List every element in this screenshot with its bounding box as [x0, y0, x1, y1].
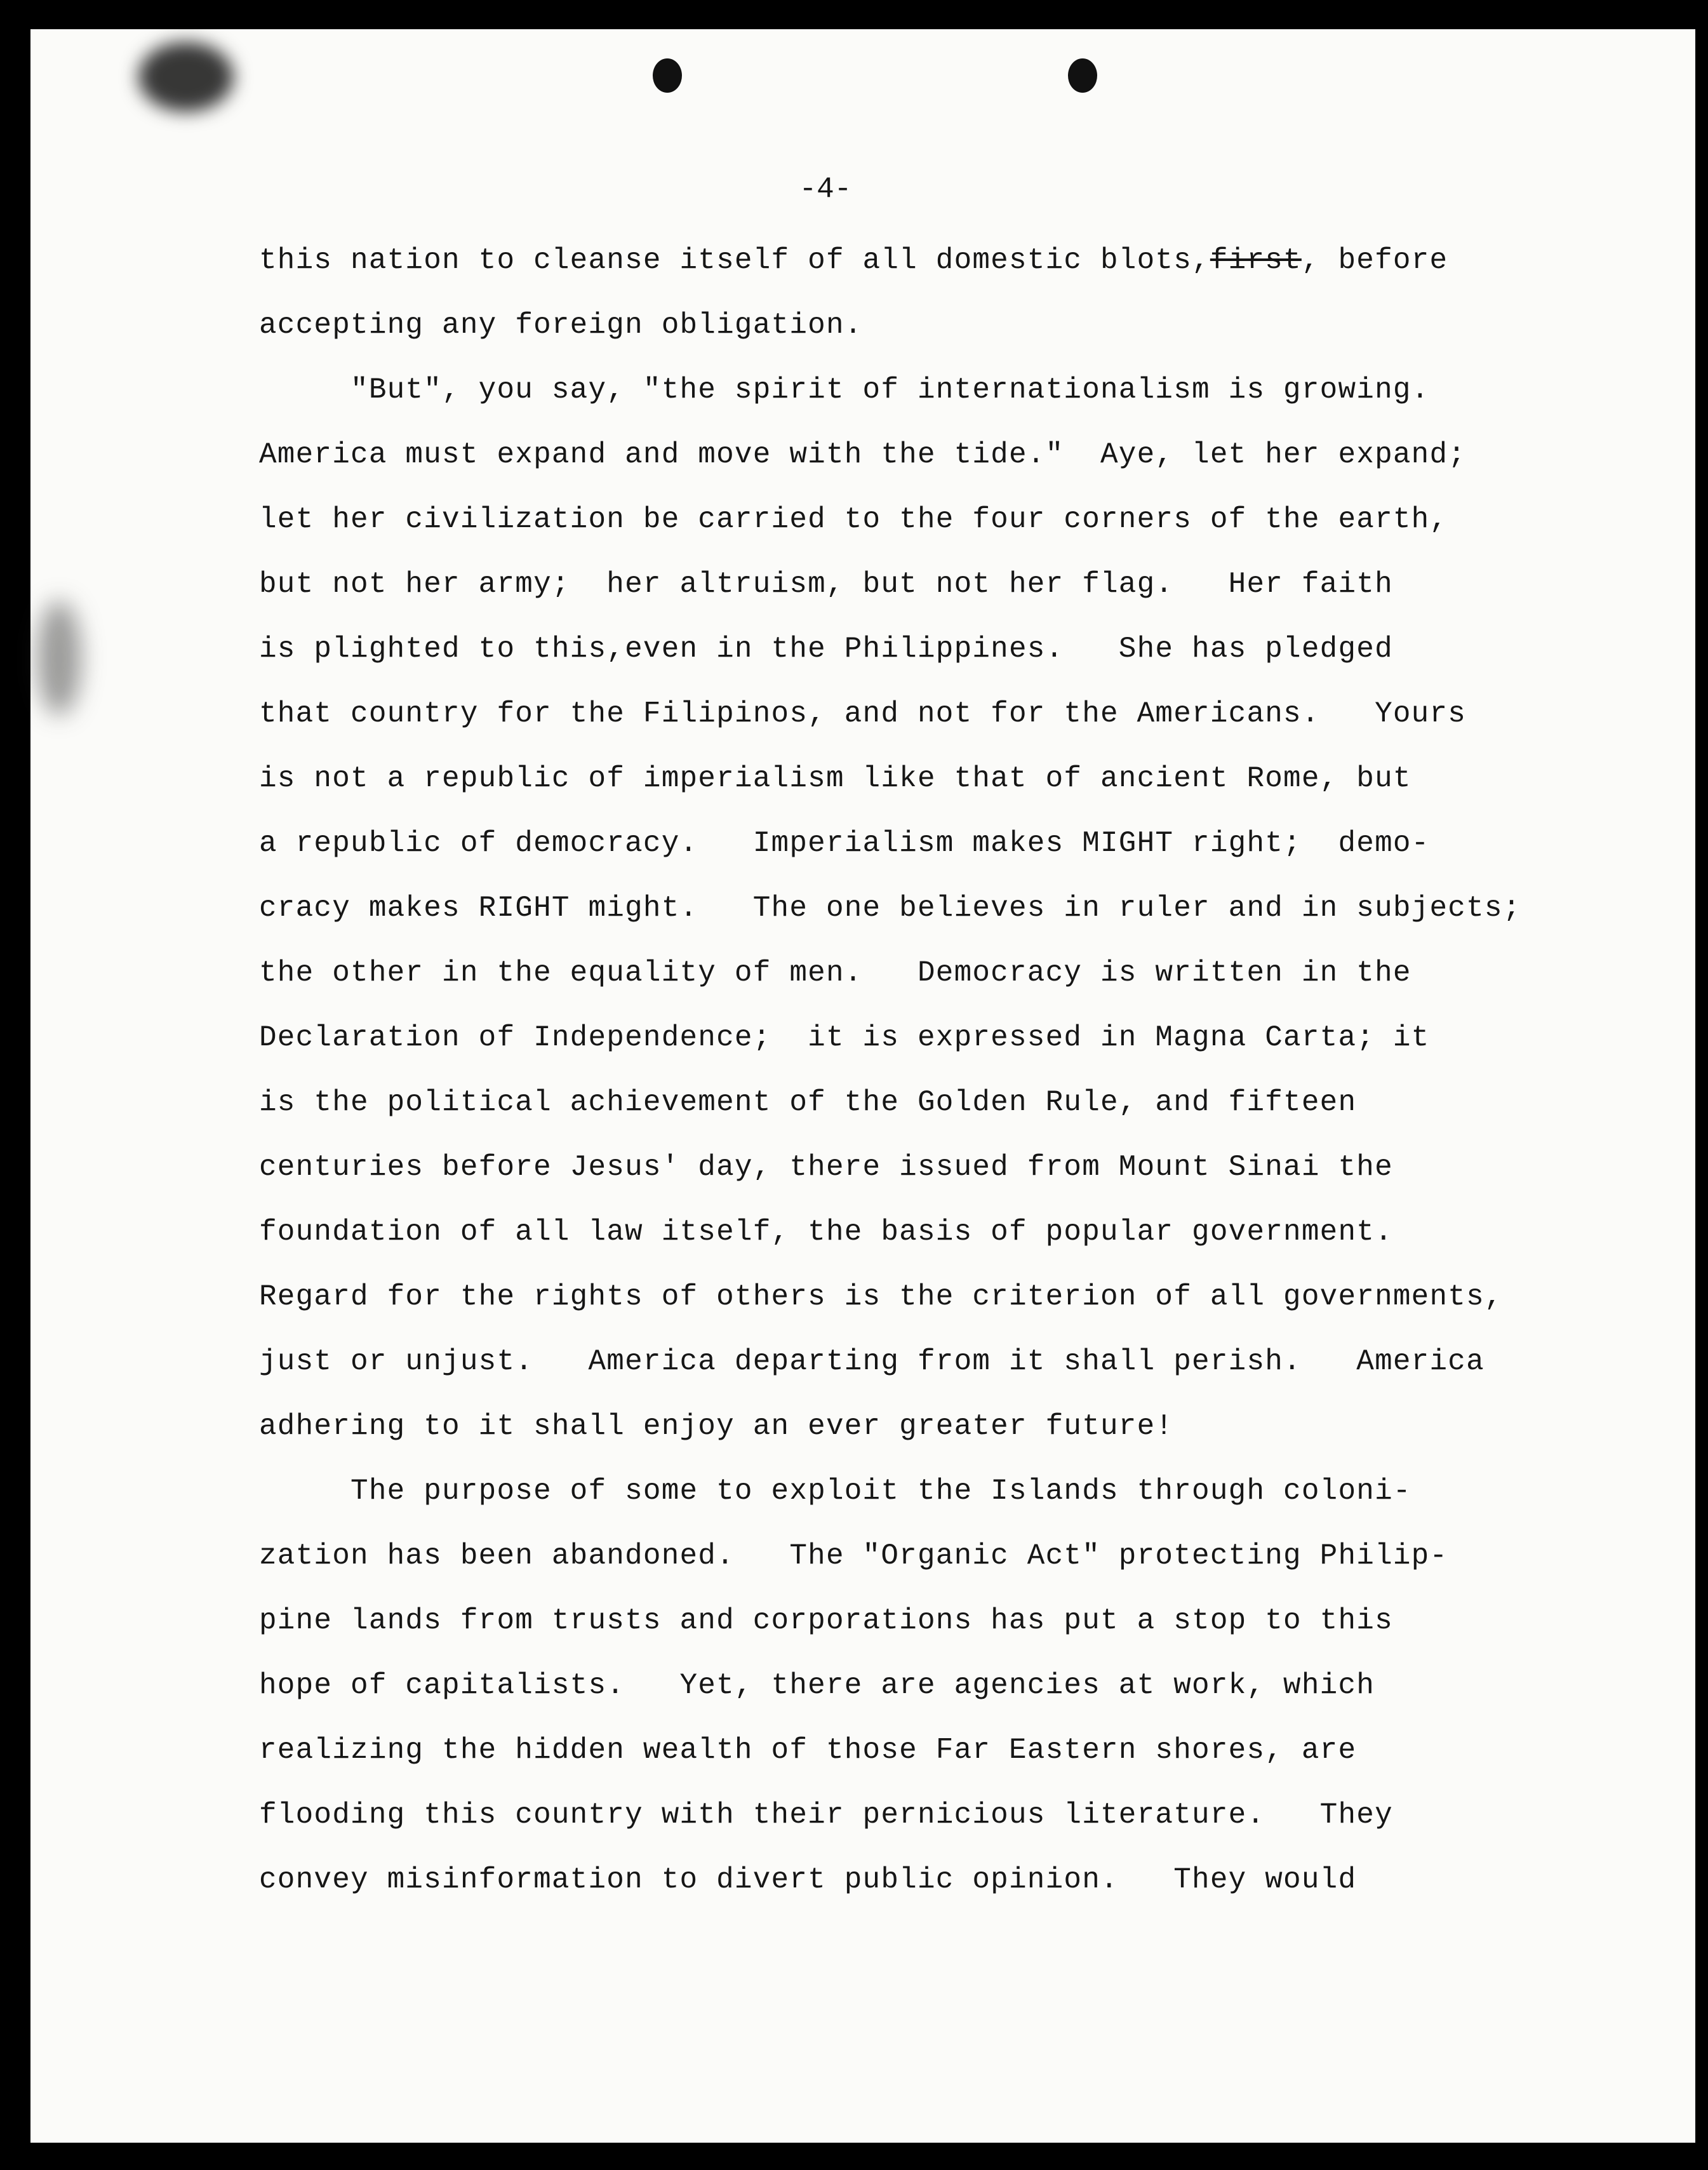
text-line: the other in the equality of men. Democracy is written in the: [259, 956, 1411, 989]
text-line: just or unjust. America departing from it shall perish. America: [259, 1345, 1484, 1378]
text-line: flooding this country with their pernicious literature. They: [259, 1798, 1393, 1832]
edge-smudge: [37, 601, 81, 715]
text-line: Regard for the rights of others is the criterion of all governments,: [259, 1280, 1503, 1313]
text-line: [259, 243, 1448, 278]
text-line: a republic of democracy. Imperialism makes MIGHT right; demo-: [259, 827, 1430, 860]
text-line: centuries before Jesus' day, there issued from Mount Sinai the: [259, 1151, 1393, 1184]
text-line: that country for the Filipinos, and not for the Americans. Yours: [259, 697, 1467, 730]
text-line: adhering to it shall enjoy an ever greater future!: [259, 1410, 1174, 1443]
text-fragment: this nation to cleanse itself of all domestic blots,: [259, 244, 1210, 277]
text-line: cracy makes RIGHT might. The one believes in ruler and in subjects;: [259, 892, 1521, 925]
text-line: Declaration of Independence; it is expressed in Magna Carta; it: [259, 1021, 1430, 1054]
text-line: zation has been abandoned. The "Organic Act" protecting Philip-: [259, 1539, 1448, 1572]
text-line: is plighted to this,even in the Philippines. She has pledged: [259, 633, 1393, 666]
struck-out-word: first: [1210, 244, 1302, 277]
text-line: The purpose of some to exploit the Islands through coloni-: [259, 1475, 1411, 1508]
punch-hole-right: [1068, 58, 1097, 93]
text-line: "But", you say, "the spirit of internationalism is growing.: [259, 373, 1430, 406]
text-line: realizing the hidden wealth of those Far Eastern shores, are: [259, 1734, 1357, 1767]
text-line: hope of capitalists. Yet, there are agencies at work, which: [259, 1669, 1375, 1702]
text-fragment: , before: [1301, 244, 1448, 277]
punch-hole-left: [653, 58, 682, 93]
text-line: pine lands from trusts and corporations has put a stop to this: [259, 1604, 1393, 1637]
text-line: let her civilization be carried to the four corners of the earth,: [259, 503, 1448, 536]
text-line: foundation of all law itself, the basis of popular government.: [259, 1216, 1393, 1249]
text-line: but not her army; her altruism, but not her flag. Her faith: [259, 568, 1393, 601]
ink-smudge: [138, 42, 234, 112]
text-line: is not a republic of imperialism like that of ancient Rome, but: [259, 762, 1411, 795]
page-number: -4-: [799, 173, 852, 206]
text-line: is the political achievement of the Golden Rule, and fifteen: [259, 1086, 1357, 1119]
text-line: convey misinformation to divert public opinion. They would: [259, 1863, 1357, 1896]
text-line: America must expand and move with the tide." Aye, let her expand;: [259, 438, 1467, 471]
text-line: accepting any foreign obligation.: [259, 309, 863, 342]
